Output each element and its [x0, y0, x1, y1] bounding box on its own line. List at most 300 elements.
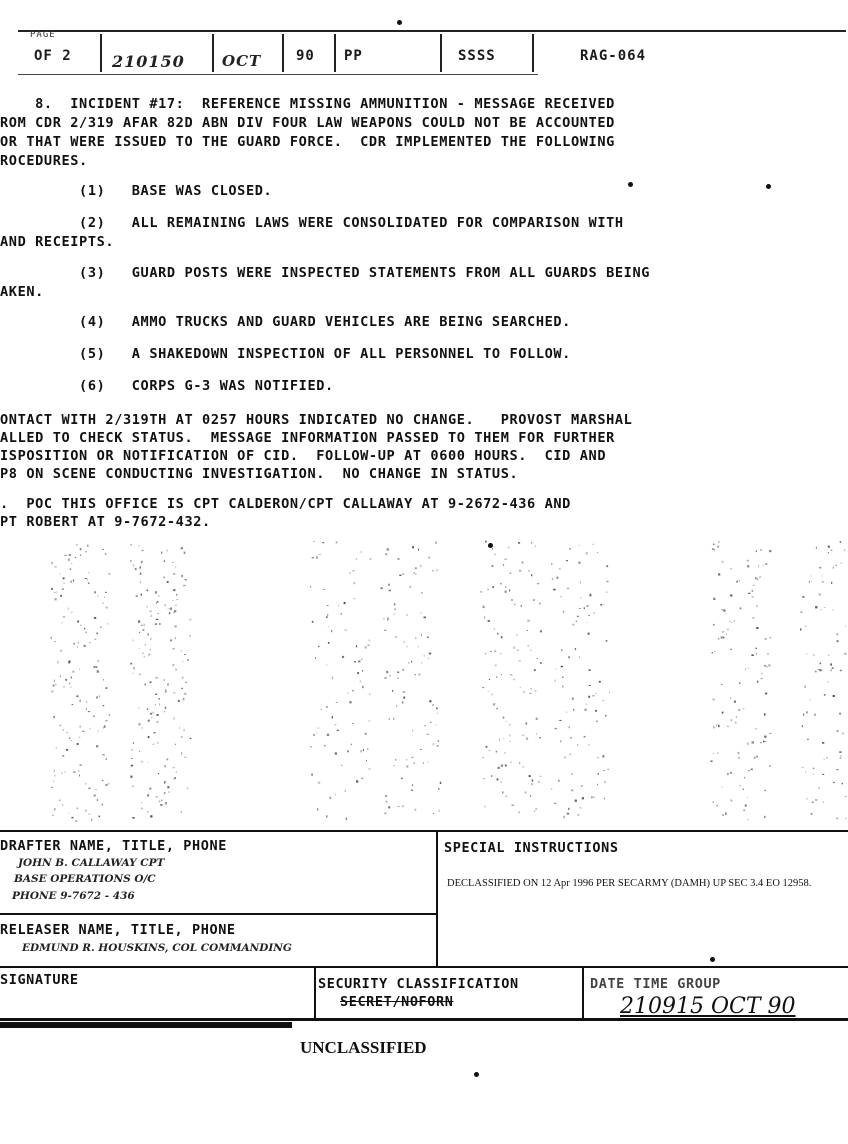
scan-speck [586, 622, 587, 623]
scan-speck [182, 677, 184, 679]
scan-speck [89, 788, 91, 790]
scan-speck [176, 594, 177, 596]
scan-speck [763, 741, 765, 743]
scan-speck [628, 182, 633, 187]
scan-speck [184, 552, 186, 554]
scan-speck [743, 708, 745, 709]
scan-speck [818, 669, 820, 670]
scan-speck [55, 598, 57, 600]
scan-speck [56, 747, 57, 748]
scan-speck [68, 813, 69, 814]
scan-speck [130, 560, 132, 562]
scan-speck [571, 789, 573, 791]
scan-speck [754, 757, 756, 759]
scan-speck [172, 562, 174, 563]
scan-speck [70, 687, 72, 688]
scan-speck [529, 775, 531, 777]
scan-speck [751, 769, 753, 771]
scan-speck [159, 623, 161, 625]
body-line: (2) ALL REMAINING LAWS WERE CONSOLIDATED FOR COMPARISON WITH [0, 215, 624, 231]
scan-speck [833, 567, 835, 569]
scan-speck [531, 649, 532, 651]
scan-speck [70, 581, 72, 583]
scan-speck [505, 559, 507, 560]
scan-speck [130, 663, 132, 665]
scan-speck [158, 596, 159, 597]
scan-speck [592, 695, 594, 696]
scan-speck [730, 772, 732, 774]
scan-speck [105, 784, 107, 785]
scan-speck [102, 549, 104, 550]
scan-speck [752, 741, 754, 743]
scan-speck [381, 587, 383, 589]
scan-speck [492, 694, 493, 696]
scan-speck [155, 623, 157, 625]
scan-speck [53, 685, 55, 687]
scan-speck [592, 544, 593, 545]
scan-speck [411, 661, 412, 663]
scan-speck [517, 650, 518, 651]
scan-speck [841, 755, 842, 756]
drafter-title-handwritten: BASE OPERATIONS O/C [14, 873, 156, 885]
scan-speck [397, 672, 399, 673]
scan-speck [755, 728, 756, 730]
scan-speck [730, 568, 732, 569]
scan-speck [59, 725, 61, 727]
scan-speck [316, 556, 318, 558]
scan-speck [177, 599, 178, 600]
scan-speck [79, 737, 81, 738]
scan-speck [51, 637, 52, 639]
scan-speck [595, 710, 597, 712]
scan-speck [145, 644, 146, 646]
scan-speck [555, 669, 556, 670]
header-divider [532, 34, 534, 72]
scan-speck [564, 757, 566, 759]
scan-speck [803, 714, 804, 716]
scan-speck [167, 683, 169, 685]
scan-speck [713, 598, 715, 600]
scan-speck [346, 818, 348, 820]
scan-speck [576, 621, 577, 622]
scan-speck [412, 546, 414, 548]
scan-speck [60, 595, 62, 597]
scan-speck [397, 20, 402, 25]
scan-speck [151, 638, 152, 640]
scan-speck [167, 581, 169, 583]
scan-speck [62, 589, 64, 590]
scan-speck [403, 697, 405, 699]
scan-speck [710, 761, 712, 762]
scan-speck [497, 778, 499, 780]
scan-speck [424, 617, 426, 619]
scan-speck [79, 668, 80, 670]
scan-speck [491, 775, 492, 777]
scan-speck [138, 621, 140, 623]
scan-speck [341, 765, 343, 766]
scan-speck [531, 688, 532, 690]
scan-speck [402, 669, 404, 671]
scan-speck [317, 808, 318, 810]
scan-speck [427, 637, 429, 638]
scan-speck [424, 655, 425, 656]
scan-speck [573, 709, 574, 710]
scan-speck [604, 798, 605, 799]
scan-speck [519, 660, 521, 661]
scan-speck [157, 613, 159, 614]
header-date-value: 210150 [112, 52, 185, 71]
scan-speck [389, 675, 390, 676]
scan-speck [150, 610, 152, 612]
scan-speck [131, 765, 133, 766]
scan-speck [764, 713, 766, 715]
scan-speck [365, 733, 367, 735]
scan-speck [489, 679, 490, 680]
scan-speck [353, 582, 355, 584]
scan-speck [168, 791, 170, 793]
scan-speck [726, 634, 727, 635]
scan-speck [572, 697, 573, 699]
scan-speck [361, 778, 363, 779]
scan-speck [510, 572, 512, 574]
scan-speck [722, 609, 724, 610]
scan-speck [367, 748, 368, 749]
scan-speck [498, 767, 500, 769]
scan-speck [80, 625, 81, 626]
scan-speck [487, 589, 489, 591]
scan-speck [539, 603, 541, 605]
scan-speck [842, 783, 844, 784]
scan-speck [181, 811, 182, 813]
scan-speck [492, 565, 494, 567]
scan-speck [579, 656, 580, 658]
scan-speck [174, 626, 176, 628]
scan-speck [389, 590, 391, 592]
scan-speck [713, 544, 715, 546]
scan-speck [532, 779, 533, 781]
scan-speck [597, 552, 598, 553]
scan-speck [432, 705, 434, 706]
scan-speck [738, 752, 740, 754]
scan-speck [139, 567, 141, 569]
scan-speck [580, 581, 581, 583]
scan-speck [342, 656, 344, 658]
scan-speck [811, 813, 813, 814]
scan-speck [324, 745, 326, 746]
scan-speck [839, 713, 841, 715]
scan-speck [759, 576, 760, 577]
scan-speck [494, 650, 496, 652]
scan-speck [105, 592, 107, 593]
scan-speck [140, 582, 141, 583]
scan-speck [584, 736, 586, 738]
scan-speck [588, 696, 590, 698]
scan-speck [540, 662, 542, 664]
form-dtg-divider [582, 966, 584, 1018]
scan-speck [106, 607, 108, 609]
scan-speck [356, 645, 357, 647]
scan-speck [388, 584, 389, 586]
scan-speck [421, 634, 422, 636]
scan-speck [748, 593, 750, 594]
scan-speck [586, 704, 587, 705]
scan-speck [527, 620, 529, 622]
scan-speck [60, 573, 61, 574]
scan-speck [133, 640, 134, 642]
scan-speck [159, 703, 160, 705]
scan-speck [131, 758, 133, 759]
scan-speck [510, 674, 512, 675]
scan-speck [166, 758, 168, 760]
scan-speck [713, 624, 715, 625]
scan-speck [55, 684, 56, 686]
scan-speck [94, 666, 96, 668]
scan-speck [593, 797, 594, 799]
scan-speck [385, 812, 387, 814]
scan-speck [769, 550, 771, 552]
scan-speck [393, 765, 394, 766]
body-line: AKEN. [0, 284, 44, 300]
body-line: ONTACT WITH 2/319TH AT 0257 HOURS INDICATED NO CHANGE. PROVOST MARSHAL [0, 412, 633, 428]
scan-speck [563, 816, 565, 818]
scan-speck [554, 803, 556, 804]
scan-speck [819, 567, 821, 569]
scan-speck [133, 742, 134, 744]
scan-speck [505, 796, 507, 797]
security-classification-value: SECRET/NOFORN [340, 994, 454, 1010]
scan-speck [508, 547, 510, 549]
scan-speck [758, 565, 759, 567]
scan-speck [492, 586, 494, 588]
header-year-value: 90 [296, 48, 315, 64]
scan-speck [538, 781, 539, 783]
scan-speck [53, 716, 55, 718]
scan-speck [414, 762, 415, 764]
scan-speck [165, 707, 166, 709]
scan-speck [338, 605, 339, 607]
scan-speck [176, 771, 177, 773]
scan-speck [152, 712, 154, 714]
scan-speck [805, 626, 806, 627]
scan-speck [60, 676, 61, 677]
scan-speck [721, 636, 723, 638]
scan-speck [747, 560, 749, 562]
scan-speck [396, 706, 397, 707]
scan-speck [748, 819, 750, 820]
body-line: ALLED TO CHECK STATUS. MESSAGE INFORMATION PASSED TO THEM FOR FURTHER [0, 430, 615, 446]
scan-speck [822, 742, 824, 744]
scan-speck [66, 749, 68, 751]
scan-speck [178, 700, 180, 702]
scan-speck [352, 723, 354, 724]
scan-speck [488, 691, 489, 692]
scan-speck [424, 725, 426, 726]
scan-speck [330, 797, 332, 799]
scan-speck [141, 802, 142, 803]
scan-speck [710, 957, 715, 962]
scan-speck [510, 724, 511, 726]
scan-speck [496, 751, 497, 753]
scan-speck [722, 814, 724, 816]
scan-speck [73, 771, 75, 773]
scan-speck [95, 639, 97, 640]
scan-speck [589, 669, 591, 671]
scan-speck [815, 671, 817, 673]
scan-speck [164, 792, 166, 794]
scan-speck [103, 727, 104, 729]
scan-speck [765, 638, 767, 639]
scan-speck [822, 774, 824, 775]
scan-speck [156, 619, 158, 620]
scan-speck [602, 604, 604, 605]
scan-speck [531, 542, 532, 543]
scan-speck [179, 727, 180, 728]
scan-speck [361, 658, 362, 660]
scan-speck [551, 788, 552, 790]
scan-speck [170, 608, 172, 610]
scan-speck [319, 554, 321, 555]
scan-speck [173, 600, 174, 602]
scan-speck [412, 784, 413, 786]
scan-speck [427, 761, 428, 762]
scan-speck [310, 746, 312, 747]
scan-speck [500, 653, 501, 655]
scan-speck [173, 692, 175, 694]
security-classification-label: SECURITY CLASSIFICATION [318, 976, 519, 992]
scan-speck [54, 808, 56, 810]
scan-speck [575, 800, 577, 802]
scan-speck [744, 810, 745, 812]
scan-speck [760, 742, 762, 743]
scan-speck [577, 616, 579, 618]
scan-speck [833, 782, 835, 783]
scan-speck [805, 771, 806, 773]
scan-speck [75, 820, 77, 822]
scan-speck [721, 684, 722, 685]
scan-speck [568, 808, 570, 810]
scan-speck [579, 608, 580, 609]
scan-speck [183, 729, 185, 731]
scan-speck [326, 616, 328, 618]
form-bottom-bar [0, 1022, 292, 1028]
scan-speck [606, 565, 608, 567]
scan-speck [350, 701, 352, 703]
scan-speck [144, 656, 145, 658]
scan-speck [752, 596, 754, 597]
scan-speck [492, 548, 493, 549]
scan-speck [54, 680, 55, 682]
scan-speck [536, 733, 537, 735]
scan-speck [96, 696, 97, 698]
scan-speck [149, 654, 151, 655]
scan-speck [756, 627, 758, 629]
scan-noise [40, 540, 848, 830]
scan-speck [61, 622, 63, 623]
scan-speck [65, 555, 67, 556]
scan-speck [568, 656, 570, 658]
scan-speck [63, 578, 65, 580]
scan-speck [606, 640, 608, 642]
scan-speck [173, 589, 175, 591]
scan-speck [523, 692, 525, 693]
scan-speck [356, 558, 357, 559]
scan-speck [94, 617, 96, 619]
scan-speck [86, 708, 87, 709]
scan-speck [522, 735, 524, 737]
scan-speck [102, 804, 103, 806]
scan-speck [312, 557, 314, 559]
scan-speck [141, 625, 143, 626]
scan-speck [369, 768, 371, 770]
scan-speck [813, 774, 814, 775]
scan-speck [366, 760, 367, 761]
scan-speck [435, 542, 436, 544]
scan-speck [569, 726, 570, 728]
scan-speck [164, 765, 166, 767]
scan-speck [596, 693, 597, 694]
scan-speck [174, 611, 175, 613]
scan-speck [522, 561, 524, 563]
scan-speck [725, 613, 726, 614]
scan-speck [414, 572, 415, 574]
scan-speck [570, 754, 571, 755]
scan-speck [519, 570, 521, 572]
scan-speck [80, 548, 82, 550]
scan-speck [765, 790, 766, 791]
body-line: PT ROBERT AT 9-7672-432. [0, 514, 211, 530]
scan-speck [393, 718, 394, 720]
scan-speck [566, 560, 568, 561]
scan-speck [712, 652, 714, 653]
scan-speck [402, 805, 404, 807]
scan-speck [760, 678, 762, 680]
scan-speck [357, 672, 359, 674]
scan-speck [385, 677, 387, 679]
scan-speck [168, 609, 170, 610]
scan-speck [94, 795, 96, 797]
scan-speck [765, 693, 767, 695]
scan-speck [402, 702, 403, 704]
scan-speck [811, 575, 812, 577]
scan-speck [509, 734, 510, 736]
scan-speck [824, 694, 826, 696]
scan-speck [713, 699, 715, 701]
scan-speck [598, 773, 599, 775]
scan-speck [815, 799, 817, 801]
scan-speck [363, 749, 364, 751]
scan-speck [95, 666, 97, 667]
scan-speck [149, 788, 151, 790]
scan-speck [503, 717, 505, 719]
scan-speck [480, 591, 482, 593]
scan-speck [485, 541, 487, 543]
scan-speck [608, 769, 609, 770]
scan-speck [337, 730, 339, 731]
scan-speck [769, 733, 771, 734]
scan-speck [91, 819, 92, 821]
scan-speck [727, 726, 729, 727]
scan-speck [833, 695, 835, 697]
scan-speck [398, 806, 400, 807]
scan-speck [151, 717, 152, 718]
scan-speck [157, 742, 158, 744]
scan-speck [147, 606, 148, 608]
scan-speck [97, 596, 98, 597]
scan-speck [540, 776, 542, 777]
scan-speck [55, 775, 56, 776]
scan-speck [169, 612, 170, 613]
scan-speck [326, 665, 327, 666]
